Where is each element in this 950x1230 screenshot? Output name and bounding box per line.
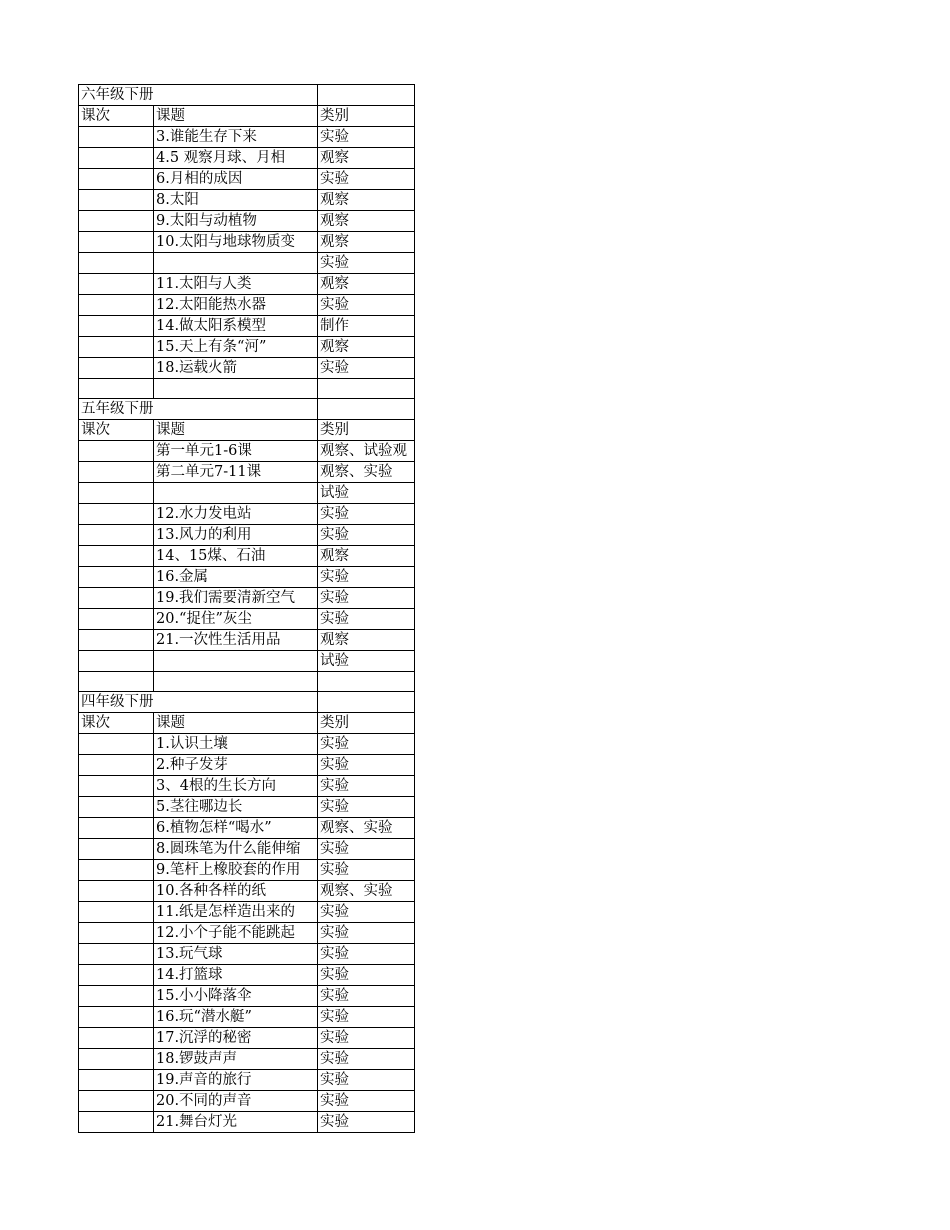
table-row bbox=[79, 818, 415, 839]
category-cell: 实验 bbox=[318, 295, 415, 316]
category-cell: 实验 bbox=[318, 1112, 415, 1133]
category-cell: 观察 bbox=[318, 337, 415, 358]
category-cell bbox=[318, 379, 415, 399]
category-cell: 实验 bbox=[318, 525, 415, 546]
lesson-number-cell bbox=[79, 1070, 154, 1091]
lesson-number-cell bbox=[79, 253, 154, 274]
category-cell: 观察 bbox=[318, 546, 415, 567]
lesson-number-cell bbox=[79, 316, 154, 337]
section-title: 四年级下册 bbox=[79, 692, 154, 713]
category-cell: 实验 bbox=[318, 127, 415, 148]
topic-cell: 12.太阳能热水器 bbox=[154, 295, 318, 316]
header-category: 类别 bbox=[318, 106, 415, 127]
table-row bbox=[79, 504, 415, 525]
table-row bbox=[79, 1028, 415, 1049]
section-title-row bbox=[79, 399, 415, 420]
category-cell: 实验 bbox=[318, 504, 415, 525]
section-title: 五年级下册 bbox=[79, 399, 154, 420]
table-row bbox=[79, 462, 415, 483]
lesson-number-cell bbox=[79, 776, 154, 797]
lesson-table bbox=[78, 84, 415, 1133]
topic-cell: 9.太阳与动植物 bbox=[154, 211, 318, 232]
header-row bbox=[79, 106, 415, 127]
header-row bbox=[79, 713, 415, 734]
table-row bbox=[79, 546, 415, 567]
header-topic: 课题 bbox=[154, 713, 318, 734]
topic-cell: 8.太阳 bbox=[154, 190, 318, 211]
category-cell: 实验 bbox=[318, 923, 415, 944]
header-topic: 课题 bbox=[154, 420, 318, 441]
table-row bbox=[79, 944, 415, 965]
lesson-number-cell bbox=[79, 211, 154, 232]
topic-cell: 10.太阳与地球物质变 bbox=[154, 232, 318, 253]
category-cell: 试验 bbox=[318, 651, 415, 672]
lesson-number-cell bbox=[79, 441, 154, 462]
topic-cell: 17.沉浮的秘密 bbox=[154, 1028, 318, 1049]
header-lesson-number: 课次 bbox=[79, 713, 154, 734]
lesson-number-cell bbox=[79, 630, 154, 651]
topic-cell: 11.太阳与人类 bbox=[154, 274, 318, 295]
category-cell: 实验 bbox=[318, 1070, 415, 1091]
topic-cell: 3、4根的生长方向 bbox=[154, 776, 318, 797]
category-cell: 观察 bbox=[318, 190, 415, 211]
table-row bbox=[79, 588, 415, 609]
topic-cell: 5.茎往哪边长 bbox=[154, 797, 318, 818]
table-row bbox=[79, 127, 415, 148]
lesson-number-cell bbox=[79, 902, 154, 923]
topic-cell: 18.运载火箭 bbox=[154, 358, 318, 379]
table-row bbox=[79, 986, 415, 1007]
category-cell: 实验 bbox=[318, 860, 415, 881]
table-row bbox=[79, 483, 415, 504]
lesson-number-cell bbox=[79, 148, 154, 169]
lesson-number-cell bbox=[79, 274, 154, 295]
lesson-number-cell bbox=[79, 1028, 154, 1049]
topic-cell: 16.玩“潜水艇” bbox=[154, 1007, 318, 1028]
lesson-number-cell bbox=[79, 588, 154, 609]
lesson-number-cell bbox=[79, 358, 154, 379]
topic-cell: 19.我们需要清新空气 bbox=[154, 588, 318, 609]
topic-cell: 15.小小降落伞 bbox=[154, 986, 318, 1007]
category-cell: 观察 bbox=[318, 274, 415, 295]
lesson-number-cell bbox=[79, 1007, 154, 1028]
category-cell: 实验 bbox=[318, 1028, 415, 1049]
category-cell: 观察、实验 bbox=[318, 881, 415, 902]
empty-cell bbox=[154, 85, 318, 106]
topic-cell: 10.各种各样的纸 bbox=[154, 881, 318, 902]
lesson-number-cell bbox=[79, 923, 154, 944]
empty-cell bbox=[154, 692, 318, 713]
table-row bbox=[79, 274, 415, 295]
header-category: 类别 bbox=[318, 713, 415, 734]
lesson-number-cell bbox=[79, 1091, 154, 1112]
header-row bbox=[79, 420, 415, 441]
category-cell: 实验 bbox=[318, 776, 415, 797]
lesson-number-cell bbox=[79, 567, 154, 588]
category-cell: 实验 bbox=[318, 944, 415, 965]
category-cell: 实验 bbox=[318, 1007, 415, 1028]
table-row bbox=[79, 609, 415, 630]
topic-cell: 第一单元1-6课 bbox=[154, 441, 318, 462]
table-row bbox=[79, 169, 415, 190]
table-row bbox=[79, 902, 415, 923]
topic-cell: 3.谁能生存下来 bbox=[154, 127, 318, 148]
empty-cell bbox=[318, 399, 415, 420]
topic-cell: 20.“捉住”灰尘 bbox=[154, 609, 318, 630]
topic-cell: 4.5 观察月球、月相 bbox=[154, 148, 318, 169]
topic-cell: 15.天上有条“河” bbox=[154, 337, 318, 358]
category-cell: 实验 bbox=[318, 734, 415, 755]
lesson-number-cell bbox=[79, 462, 154, 483]
lesson-number-cell bbox=[79, 672, 154, 692]
topic-cell bbox=[154, 651, 318, 672]
topic-cell: 14.打篮球 bbox=[154, 965, 318, 986]
category-cell: 观察、试验观 bbox=[318, 441, 415, 462]
topic-cell: 8.圆珠笔为什么能伸缩 bbox=[154, 839, 318, 860]
lesson-number-cell bbox=[79, 609, 154, 630]
table-row bbox=[79, 148, 415, 169]
empty-cell bbox=[318, 85, 415, 106]
table-row bbox=[79, 316, 415, 337]
empty-cell bbox=[154, 399, 318, 420]
table-row bbox=[79, 1007, 415, 1028]
category-cell: 试验 bbox=[318, 483, 415, 504]
category-cell bbox=[318, 672, 415, 692]
topic-cell: 第二单元7-11课 bbox=[154, 462, 318, 483]
lesson-number-cell bbox=[79, 337, 154, 358]
header-lesson-number: 课次 bbox=[79, 106, 154, 127]
topic-cell: 13.玩气球 bbox=[154, 944, 318, 965]
empty-cell bbox=[318, 692, 415, 713]
lesson-number-cell bbox=[79, 379, 154, 399]
table-row bbox=[79, 651, 415, 672]
lesson-number-cell bbox=[79, 734, 154, 755]
lesson-number-cell bbox=[79, 504, 154, 525]
lesson-number-cell bbox=[79, 525, 154, 546]
table-row bbox=[79, 672, 415, 692]
topic-cell: 12.水力发电站 bbox=[154, 504, 318, 525]
lesson-number-cell bbox=[79, 190, 154, 211]
table-row bbox=[79, 253, 415, 274]
category-cell: 实验 bbox=[318, 609, 415, 630]
table-row bbox=[79, 839, 415, 860]
topic-cell: 6.月相的成因 bbox=[154, 169, 318, 190]
category-cell: 实验 bbox=[318, 169, 415, 190]
lesson-number-cell bbox=[79, 651, 154, 672]
table-row bbox=[79, 630, 415, 651]
topic-cell: 16.金属 bbox=[154, 567, 318, 588]
table-row bbox=[79, 232, 415, 253]
header-lesson-number: 课次 bbox=[79, 420, 154, 441]
lesson-number-cell bbox=[79, 1049, 154, 1070]
topic-cell: 9.笔杆上橡胶套的作用 bbox=[154, 860, 318, 881]
category-cell: 观察 bbox=[318, 232, 415, 253]
lesson-number-cell bbox=[79, 232, 154, 253]
table-row bbox=[79, 881, 415, 902]
table-row bbox=[79, 1049, 415, 1070]
table-row bbox=[79, 379, 415, 399]
table-row bbox=[79, 755, 415, 776]
topic-cell: 19.声音的旅行 bbox=[154, 1070, 318, 1091]
category-cell: 实验 bbox=[318, 797, 415, 818]
topic-cell: 14.做太阳系模型 bbox=[154, 316, 318, 337]
table-row bbox=[79, 337, 415, 358]
topic-cell: 21.舞台灯光 bbox=[154, 1112, 318, 1133]
category-cell: 实验 bbox=[318, 1091, 415, 1112]
topic-cell: 21.一次性生活用品 bbox=[154, 630, 318, 651]
table-row bbox=[79, 860, 415, 881]
category-cell: 观察 bbox=[318, 148, 415, 169]
section-title-row bbox=[79, 85, 415, 106]
category-cell: 实验 bbox=[318, 839, 415, 860]
lesson-number-cell bbox=[79, 881, 154, 902]
table-row bbox=[79, 1091, 415, 1112]
category-cell: 实验 bbox=[318, 1049, 415, 1070]
category-cell: 实验 bbox=[318, 358, 415, 379]
category-cell: 实验 bbox=[318, 986, 415, 1007]
table-row bbox=[79, 734, 415, 755]
topic-cell: 13.风力的利用 bbox=[154, 525, 318, 546]
table-row bbox=[79, 525, 415, 546]
lesson-number-cell bbox=[79, 965, 154, 986]
topic-cell bbox=[154, 672, 318, 692]
header-category: 类别 bbox=[318, 420, 415, 441]
topic-cell: 12.小个子能不能跳起 bbox=[154, 923, 318, 944]
topic-cell bbox=[154, 253, 318, 274]
category-cell: 观察、实验 bbox=[318, 462, 415, 483]
section-title-row bbox=[79, 692, 415, 713]
table-row bbox=[79, 211, 415, 232]
table-row bbox=[79, 1112, 415, 1133]
topic-cell: 2.种子发芽 bbox=[154, 755, 318, 776]
lesson-number-cell bbox=[79, 546, 154, 567]
topic-cell: 14、15煤、石油 bbox=[154, 546, 318, 567]
table-row bbox=[79, 1070, 415, 1091]
lesson-number-cell bbox=[79, 169, 154, 190]
category-cell: 实验 bbox=[318, 253, 415, 274]
category-cell: 制作 bbox=[318, 316, 415, 337]
table-row bbox=[79, 441, 415, 462]
lesson-number-cell bbox=[79, 839, 154, 860]
category-cell: 观察 bbox=[318, 630, 415, 651]
lesson-number-cell bbox=[79, 1112, 154, 1133]
topic-cell bbox=[154, 379, 318, 399]
lesson-number-cell bbox=[79, 818, 154, 839]
category-cell: 实验 bbox=[318, 965, 415, 986]
category-cell: 观察 bbox=[318, 211, 415, 232]
topic-cell: 20.不同的声音 bbox=[154, 1091, 318, 1112]
topic-cell: 18.锣鼓声声 bbox=[154, 1049, 318, 1070]
topic-cell: 1.认识土壤 bbox=[154, 734, 318, 755]
category-cell: 实验 bbox=[318, 902, 415, 923]
lesson-number-cell bbox=[79, 797, 154, 818]
category-cell: 实验 bbox=[318, 567, 415, 588]
topic-cell bbox=[154, 483, 318, 504]
category-cell: 实验 bbox=[318, 588, 415, 609]
topic-cell: 6.植物怎样“喝水” bbox=[154, 818, 318, 839]
table-row bbox=[79, 965, 415, 986]
table-row bbox=[79, 295, 415, 316]
lesson-number-cell bbox=[79, 127, 154, 148]
table-row bbox=[79, 776, 415, 797]
section-title: 六年级下册 bbox=[79, 85, 154, 106]
lesson-number-cell bbox=[79, 483, 154, 504]
lesson-number-cell bbox=[79, 944, 154, 965]
lesson-number-cell bbox=[79, 755, 154, 776]
category-cell: 实验 bbox=[318, 755, 415, 776]
lesson-number-cell bbox=[79, 295, 154, 316]
table-row bbox=[79, 358, 415, 379]
topic-cell: 11.纸是怎样造出来的 bbox=[154, 902, 318, 923]
lesson-number-cell bbox=[79, 860, 154, 881]
table-row bbox=[79, 923, 415, 944]
lesson-number-cell bbox=[79, 986, 154, 1007]
table-row bbox=[79, 567, 415, 588]
table-row bbox=[79, 797, 415, 818]
category-cell: 观察、实验 bbox=[318, 818, 415, 839]
table-row bbox=[79, 190, 415, 211]
header-topic: 课题 bbox=[154, 106, 318, 127]
